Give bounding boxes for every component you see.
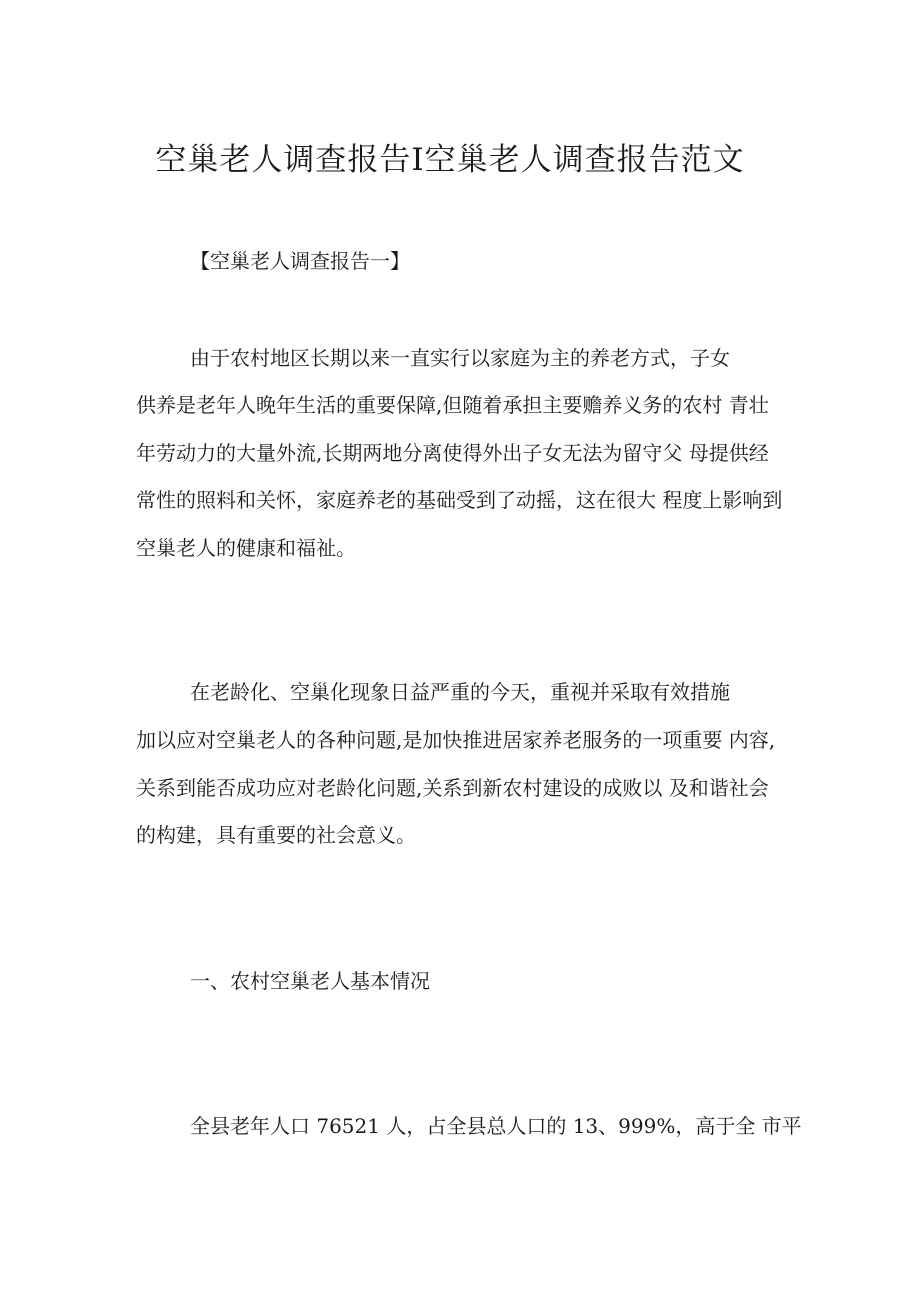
paragraph-line: 年劳动力的大量外流,长期两地分离使得外出子女无法为留守父 母提供经	[136, 441, 769, 465]
document-title: 空巢老人调查报告Ⅰ空巢老人调查报告范文	[155, 142, 745, 178]
paragraph-line: 由于农村地区长期以来一直实行以家庭为主的养老方式，子女	[190, 346, 730, 370]
paragraph-line: 在老龄化、空巢化现象日益严重的今天，重视并采取有效措施	[190, 680, 730, 704]
paragraph-line: 供养是老年人晚年生活的重要保障,但随着承担主要赡养义务的农村 青壮	[136, 393, 769, 417]
subheading: 【空巢老人调查报告一】	[190, 249, 410, 273]
paragraph-line: 的构建，具有重要的社会意义。	[136, 823, 416, 847]
paragraph-line: 全县老年人口 76521 人，占全县总人口的 13、999%，高于全 市平	[190, 1114, 802, 1138]
section-heading: 一、农村空巢老人基本情况	[190, 969, 430, 993]
paragraph-line: 常性的照料和关怀，家庭养老的基础受到了动摇，这在很大 程度上影响到	[136, 488, 783, 512]
paragraph-line: 加以应对空巢老人的各种问题,是加快推进居家养老服务的一项重要 内容,	[136, 728, 776, 752]
paragraph-line: 空巢老人的健康和福祉。	[136, 536, 356, 560]
paragraph-line: 关系到能否成功应对老龄化问题,关系到新农村建设的成败以 及和谐社会	[136, 776, 769, 800]
